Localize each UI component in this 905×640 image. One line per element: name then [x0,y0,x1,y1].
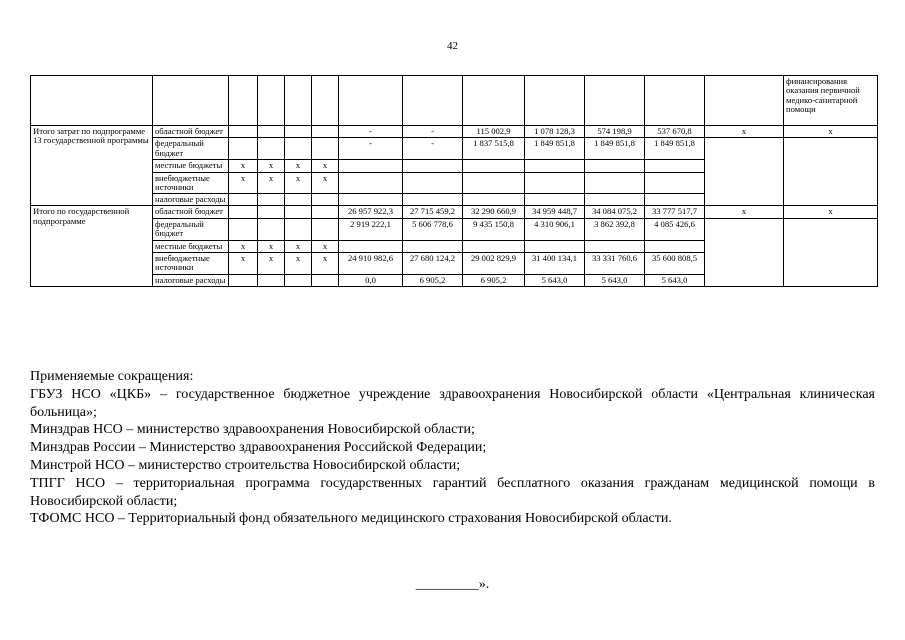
header-cell [585,76,645,126]
value-cell: 1 849 851,8 [585,138,645,160]
mark-cell: х [312,240,339,252]
value-cell: 27 680 124,2 [403,253,463,275]
table-header-row [31,76,878,126]
source-cell: местные бюджеты [153,240,229,252]
extra-cell-empty [705,218,784,286]
mark-cell [312,206,339,218]
value-cell: 6 905,2 [463,274,525,286]
value-cell: 0,0 [339,274,403,286]
mark-cell: х [229,172,258,194]
abbreviation-item: Минздрав НСО – министерство здравоохранения Новосибирской области; [30,422,475,438]
mark-cell [258,274,285,286]
header-cell [403,76,463,126]
value-cell [525,194,585,206]
mark-cell [285,126,312,138]
value-cell: 34 959 448,7 [525,206,585,218]
value-cell: 34 084 075,2 [585,206,645,218]
mark-cell: х [285,240,312,252]
mark-cell [312,218,339,240]
header-cell [705,76,784,126]
group-title-cell: Итого затрат по подпрограмме 13 государственной программы [31,126,153,206]
budget-table [30,75,878,287]
mark-cell: х [312,253,339,275]
value-cell [645,160,705,172]
mark-cell: х [285,172,312,194]
mark-cell: х [229,240,258,252]
mark-cell [229,218,258,240]
mark-cell [229,206,258,218]
mark-cell: х [312,172,339,194]
value-cell [585,240,645,252]
table-row [31,126,878,138]
header-cell [312,76,339,126]
extra-cell: х [784,206,878,218]
source-cell: местные бюджеты [153,160,229,172]
value-cell: 5 606 778,6 [403,218,463,240]
value-cell: 9 435 150,8 [463,218,525,240]
mark-cell: х [258,253,285,275]
mark-cell [285,274,312,286]
value-cell [585,172,645,194]
value-cell: - [339,138,403,160]
value-cell [403,172,463,194]
header-cell [229,76,258,126]
mark-cell [229,274,258,286]
mark-cell: х [258,240,285,252]
value-cell: - [339,126,403,138]
value-cell: 1 849 851,8 [645,138,705,160]
abbreviation-item: ТПГГ НСО – территориальная программа государственных гарантий бесплатного оказания гражданам медицинской помощи в Новосибирской области; [30,475,875,509]
table-row [31,206,878,218]
header-cell [645,76,705,126]
value-cell: 115 002,9 [463,126,525,138]
mark-cell [285,138,312,160]
header-cell [31,76,153,126]
header-cell [463,76,525,126]
group-title-cell: Итого по государственной подпрограмме [31,206,153,286]
mark-cell [258,126,285,138]
extra-cell-empty [784,138,878,206]
header-cell [339,76,403,126]
source-cell: налоговые расходы [153,194,229,206]
value-cell: 1 078 128,3 [525,126,585,138]
mark-cell [312,138,339,160]
mark-cell [285,194,312,206]
value-cell [403,160,463,172]
mark-cell: х [258,172,285,194]
value-cell: 2 919 222,1 [339,218,403,240]
value-cell: 4 085 426,6 [645,218,705,240]
value-cell: 5 643,0 [645,274,705,286]
header-cell [153,76,229,126]
value-cell: 5 643,0 [585,274,645,286]
value-cell: 29 002 829,9 [463,253,525,275]
value-cell [525,240,585,252]
value-cell [463,172,525,194]
source-cell: областной бюджет [153,206,229,218]
value-cell: 33 331 760,6 [585,253,645,275]
value-cell: 6 905,2 [403,274,463,286]
value-cell [585,194,645,206]
value-cell [645,172,705,194]
value-cell [339,194,403,206]
value-cell: - [403,138,463,160]
header-cell-financing: финансирования оказания первичной медико-санитарной помощи [784,76,878,126]
abbreviation-item: ТФОМС НСО – Территориальный фонд обязательного медицинского страхования Новосибирской области. [30,511,672,527]
value-cell: 31 400 134,1 [525,253,585,275]
value-cell [339,240,403,252]
mark-cell [229,194,258,206]
extra-cell: х [705,126,784,138]
header-cell [258,76,285,126]
value-cell: 26 957 922,3 [339,206,403,218]
abbreviations-heading: Применяемые сокращения: [30,369,194,384]
extra-cell: х [705,206,784,218]
value-cell [585,160,645,172]
table-row [31,218,878,240]
value-cell [403,240,463,252]
abbreviation-item: Минздрав России – Министерство здравоохранения Российской Федерации; [30,440,487,456]
extra-cell-empty [705,138,784,206]
mark-cell [258,218,285,240]
value-cell [339,160,403,172]
mark-cell [312,126,339,138]
value-cell: - [403,126,463,138]
page-number: 42 [447,40,458,52]
mark-cell [285,206,312,218]
value-cell: 4 310 906,1 [525,218,585,240]
value-cell: 1 837 515,8 [463,138,525,160]
value-cell [463,194,525,206]
source-cell: областной бюджет [153,126,229,138]
value-cell [525,160,585,172]
abbreviation-item: ГБУЗ НСО «ЦКБ» – государственное бюджетное учреждение здравоохранения Новосибирской области «Центральная клиническая больница»; [30,386,875,420]
value-cell: 1 849 851,8 [525,138,585,160]
header-cell [525,76,585,126]
source-cell: внебюджетные источники [153,172,229,194]
mark-cell [258,194,285,206]
mark-cell [229,138,258,160]
mark-cell [229,126,258,138]
value-cell [525,172,585,194]
table-row [31,138,878,160]
mark-cell: х [312,160,339,172]
source-cell: федеральный бюджет [153,218,229,240]
value-cell [645,194,705,206]
mark-cell [285,218,312,240]
value-cell [463,160,525,172]
mark-cell: х [285,160,312,172]
abbreviation-item: Минстрой НСО – министерство строительства Новосибирской области; [30,457,461,473]
value-cell: 35 600 808,5 [645,253,705,275]
extra-cell: х [784,126,878,138]
header-cell [285,76,312,126]
mark-cell [258,138,285,160]
mark-cell: х [229,253,258,275]
source-cell: налоговые расходы [153,274,229,286]
value-cell [403,194,463,206]
value-cell: 24 910 982,6 [339,253,403,275]
abbreviations-section [30,368,875,528]
source-cell: внебюджетные источники [153,253,229,275]
source-cell: федеральный бюджет [153,138,229,160]
closing-mark: _________». [415,577,490,592]
value-cell: 574 198,9 [585,126,645,138]
mark-cell [312,274,339,286]
value-cell: 32 290 660,9 [463,206,525,218]
value-cell [339,172,403,194]
mark-cell: х [258,160,285,172]
value-cell: 537 670,8 [645,126,705,138]
value-cell [645,240,705,252]
mark-cell: х [229,160,258,172]
value-cell: 27 715 459,2 [403,206,463,218]
mark-cell [258,206,285,218]
value-cell: 3 862 392,8 [585,218,645,240]
extra-cell-empty [784,218,878,286]
mark-cell: х [285,253,312,275]
value-cell: 33 777 517,7 [645,206,705,218]
value-cell: 5 643,0 [525,274,585,286]
mark-cell [312,194,339,206]
value-cell [463,240,525,252]
